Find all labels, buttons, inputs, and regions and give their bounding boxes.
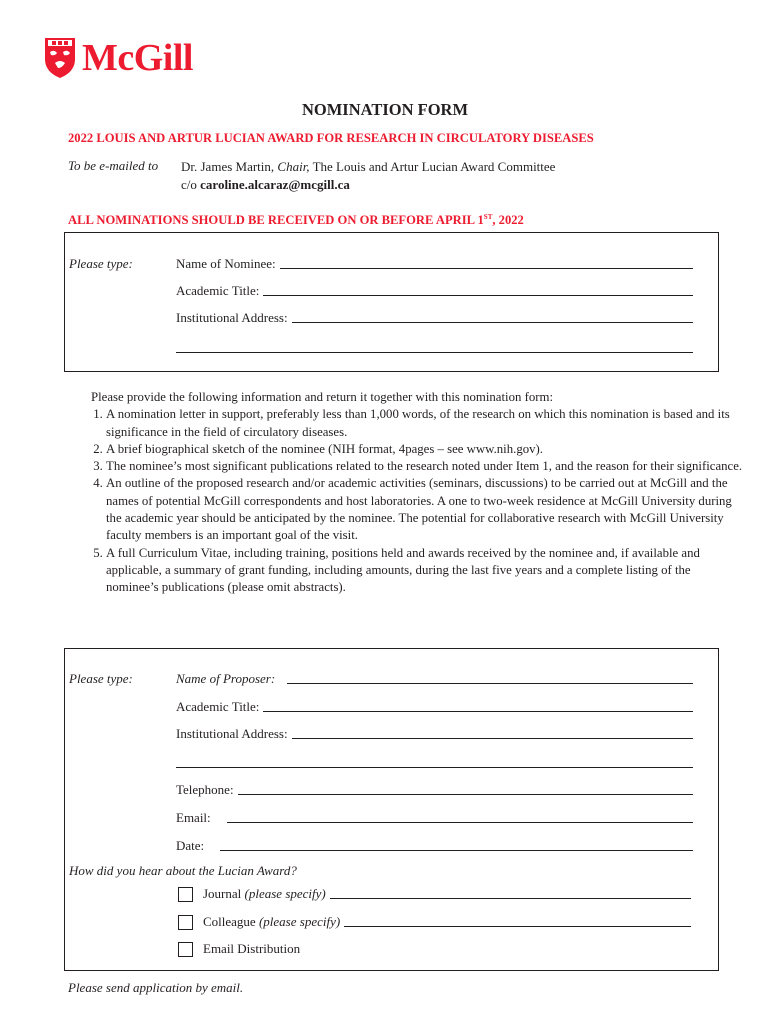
recipient-email[interactable]: caroline.alcaraz@mcgill.ca xyxy=(200,177,350,192)
instruction-item-5: 5. A full Curriculum Vitae, including training, positions held and awards received by the nominee and, if available and applicable, a summary of grant funding, including amounts, during the last five years and a complete listing of the nominee’s publications (please omit abstracts). xyxy=(106,545,744,597)
nominee-box xyxy=(64,232,719,372)
nominee-name-label: Name of Nominee: xyxy=(176,256,276,271)
mail-to-recipient xyxy=(181,158,555,194)
proposer-name-field[interactable] xyxy=(176,671,693,687)
instruction-item-4: 4. An outline of the proposed research and/or academic activities (seminars, discussions) to be carried out at McGill and the names of potential McGill correspondents and host laboratories. A one to two-week residence at McGill University during the academic year should be anticipated by the nominee. The potential for collaborative research with McGill University faculty members is an important goal of the visit. xyxy=(106,475,744,544)
deadline-ordinal: ST xyxy=(483,213,493,221)
nominee-address-line-2[interactable] xyxy=(176,352,693,353)
proposer-date-field[interactable] xyxy=(176,838,693,854)
referral-question: How did you hear about the Lucian Award? xyxy=(69,863,297,878)
award-name: 2022 LOUIS AND ARTUR LUCIAN AWARD FOR RESEARCH IN CIRCULATORY DISEASES xyxy=(68,131,594,145)
page-title: NOMINATION FORM xyxy=(301,100,469,119)
colleague-specify-line[interactable] xyxy=(344,925,691,927)
mcgill-logo xyxy=(44,37,193,79)
nominee-address-field[interactable] xyxy=(176,310,693,326)
option-journal[interactable] xyxy=(178,886,691,902)
option-colleague[interactable] xyxy=(178,914,691,930)
proposer-email-field[interactable] xyxy=(176,810,693,826)
proposer-address-field[interactable] xyxy=(176,726,693,742)
recipient-name: Dr. James Martin, xyxy=(181,159,278,174)
proposer-date-label: Date: xyxy=(176,838,205,853)
journal-specify-line[interactable] xyxy=(330,897,691,899)
proposer-name-label: Name of Proposer: xyxy=(176,671,276,686)
instruction-item-2: 2. A brief biographical sketch of the nominee (NIH format, 4pages – see www.nih.gov). xyxy=(106,441,744,458)
deadline-notice xyxy=(68,213,524,228)
committee-name: The Louis and Artur Lucian Award Committee xyxy=(309,159,556,174)
proposer-telephone-label: Telephone: xyxy=(176,782,234,797)
journal-label: Journal xyxy=(203,886,242,901)
nominee-address-label: Institutional Address: xyxy=(176,310,288,325)
colleague-checkbox[interactable] xyxy=(178,915,193,930)
nominee-academic-label: Academic Title: xyxy=(176,283,260,298)
nominee-name-field[interactable] xyxy=(176,256,693,272)
nominee-please-type: Please type: xyxy=(69,256,133,271)
deadline-text: ALL NOMINATIONS SHOULD BE RECEIVED ON OR BEFORE APRIL 1 xyxy=(68,213,484,228)
email-distribution-label: Email Distribution xyxy=(203,941,301,956)
instruction-item-3: 3. The nominee’s most significant publications related to the research noted under Item 1, and the reason for their significance. xyxy=(106,458,744,475)
proposer-address-label: Institutional Address: xyxy=(176,726,288,741)
proposer-academic-label: Academic Title: xyxy=(176,699,260,714)
recipient-role: Chair, xyxy=(277,159,310,174)
proposer-email-label: Email: xyxy=(176,810,211,825)
instructions xyxy=(84,389,744,597)
journal-checkbox[interactable] xyxy=(178,887,193,902)
colleague-note: (please specify) xyxy=(258,914,341,929)
option-email-distribution[interactable] xyxy=(178,941,300,957)
instructions-intro: Please provide the following information and return it together with this nomination form: xyxy=(91,390,554,404)
instructions-list xyxy=(84,406,744,596)
deadline-year: , 2022 xyxy=(492,213,524,228)
journal-note: (please specify) xyxy=(244,886,326,901)
proposer-address-line-2[interactable] xyxy=(176,767,693,768)
proposer-please-type: Please type: xyxy=(69,671,133,686)
proposer-telephone-field[interactable] xyxy=(176,782,693,798)
mail-to-label: To be e-mailed to xyxy=(68,158,159,173)
mcgill-crest-icon xyxy=(44,37,76,79)
care-of: c/o xyxy=(181,177,201,192)
email-distribution-checkbox[interactable] xyxy=(178,942,193,957)
nominee-academic-title-field[interactable] xyxy=(176,283,693,299)
logo-wordmark: McGill xyxy=(82,37,193,79)
instruction-item-1: 1. A nomination letter in support, preferably less than 1,000 words, of the research on which this nomination is based and its significance in the field of circulatory diseases. xyxy=(106,406,744,441)
colleague-label: Colleague xyxy=(203,914,256,929)
proposer-academic-title-field[interactable] xyxy=(176,699,693,715)
footer-note: Please send application by email. xyxy=(68,980,244,995)
